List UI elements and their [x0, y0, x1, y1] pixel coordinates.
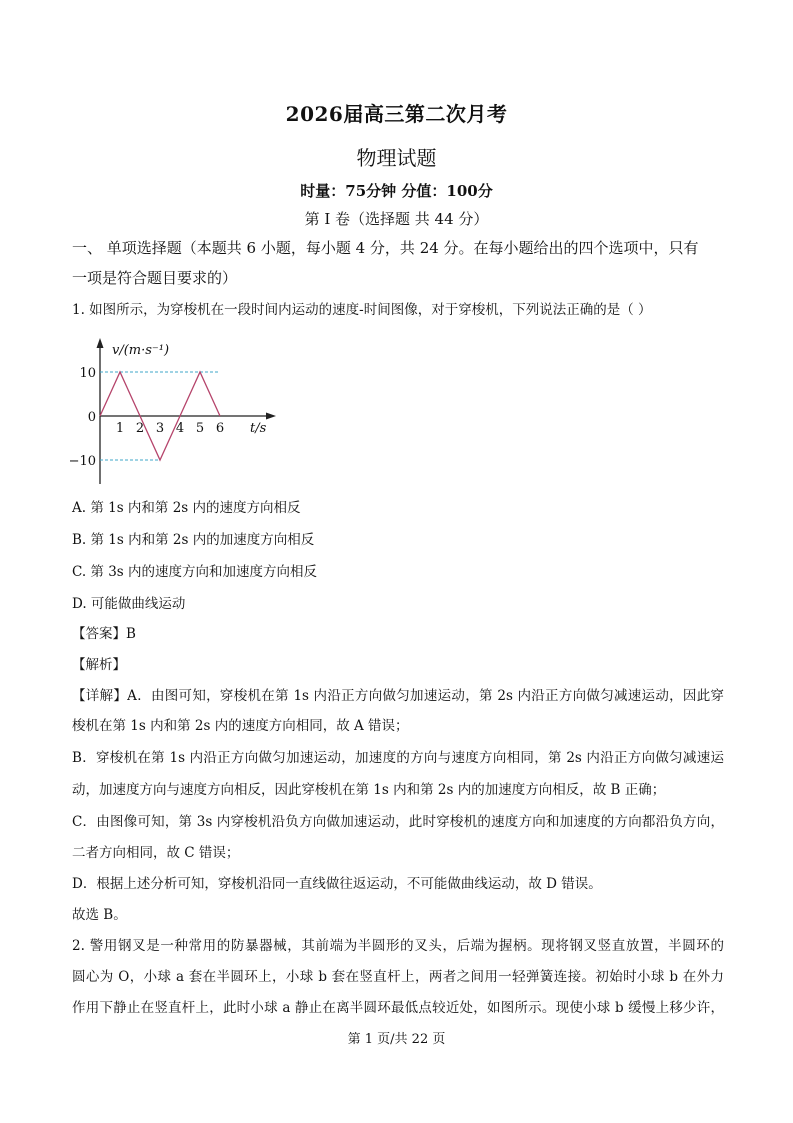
y-tick-label: 0 [87, 410, 96, 425]
q1-option-a: A. 第 1s 内和第 2s 内的速度方向相反 [72, 500, 301, 516]
y-tick-label: 10 [79, 366, 96, 381]
x-axis-arrow [266, 413, 276, 420]
x-tick-label: 6 [215, 421, 225, 436]
q1-answer: 【答案】B [72, 626, 136, 642]
x-tick-label: 1 [115, 421, 125, 436]
q1-conclusion: 故选 B。 [72, 907, 127, 923]
x-tick-label: 3 [155, 421, 165, 436]
exam-time-score: 时量：75分钟 分值：100分 [300, 182, 493, 200]
q1-option-c: C. 第 3s 内的速度方向和加速度方向相反 [72, 564, 318, 580]
y-axis-label: v/(m·s⁻¹) [112, 343, 170, 358]
question-2-line2: 圆心为 O，小球 a 套在半圆环上，小球 b 套在竖直杆上，两者之间用一轻弹簧连接。初始时小球 b 在外力 [72, 969, 724, 985]
q1-detail-b-line1: B．穿梭机在第 1s 内沿正方向做匀加速运动，加速度的方向与速度方向相同，第 2s 内沿正方向做匀减速运 [72, 750, 724, 766]
volume-heading: 第 I 卷（选择题 共 44 分） [304, 210, 489, 228]
exam-subject: 物理试题 [356, 146, 437, 170]
page-footer: 第 1 页/共 22 页 [347, 1032, 446, 1047]
x-tick-label: 4 [175, 421, 185, 436]
q1-detail-c-line1: C．由图像可知，第 3s 内穿梭机沿负方向做加速运动，此时穿梭机的速度方向和加速度的方向都沿负方向， [72, 814, 724, 830]
q1-detail-b-line2: 动，加速度方向与速度方向相反，因此穿梭机在第 1s 内和第 2s 内的加速度方向相反，故 B 正确； [72, 782, 666, 798]
question-2-line1: 2. 警用钢叉是一种常用的防暴器械，其前端为半圆形的叉头，后端为握柄。现将钢叉竖直放置，半圆环的 [72, 938, 724, 954]
section-heading-line1: 一、 单项选择题（本题共 6 小题，每小题 4 分，共 24 分。在每小题给出的四个选项中，只有 [72, 239, 699, 257]
y-tick-label: −10 [68, 454, 96, 469]
exam-title: 2026届高三第二次月考 [285, 102, 508, 126]
question-2-line3: 作用下静止在竖直杆上，此时小球 a 静止在离半圆环最低点较近处，如图所示。现使小球 b 缓慢上移少许， [72, 1000, 724, 1016]
q1-analysis-label: 【解析】 [72, 657, 126, 673]
section-heading-line2: 一项是符合题目要求的） [72, 269, 238, 287]
q1-detail-a-line2: 梭机在第 1s 内和第 2s 内的速度方向相同，故 A 错误； [72, 718, 409, 734]
q1-option-d: D. 可能做曲线运动 [72, 596, 186, 612]
question-1-stem: 1. 如图所示，为穿梭机在一段时间内运动的速度-时间图像，对于穿梭机，下列说法正确的是（ ） [72, 302, 652, 318]
x-axis-label: t/s [250, 421, 267, 436]
q1-detail-d: D．根据上述分析可知，穿梭机沿同一直线做往返运动，不可能做曲线运动，故 D 错误。 [72, 876, 602, 892]
q1-option-b: B. 第 1s 内和第 2s 内的加速度方向相反 [72, 532, 315, 548]
y-axis-arrow [97, 338, 104, 348]
x-tick-label: 2 [135, 421, 145, 436]
velocity-time-chart [68, 332, 292, 492]
x-tick-label: 5 [195, 421, 205, 436]
q1-detail-c-line2: 二者方向相同，故 C 错误； [72, 845, 240, 861]
q1-detail-a-line1: 【详解】A．由图可知，穿梭机在第 1s 内沿正方向做匀加速运动，第 2s 内沿正方向做匀减速运动，因此穿 [72, 688, 724, 704]
